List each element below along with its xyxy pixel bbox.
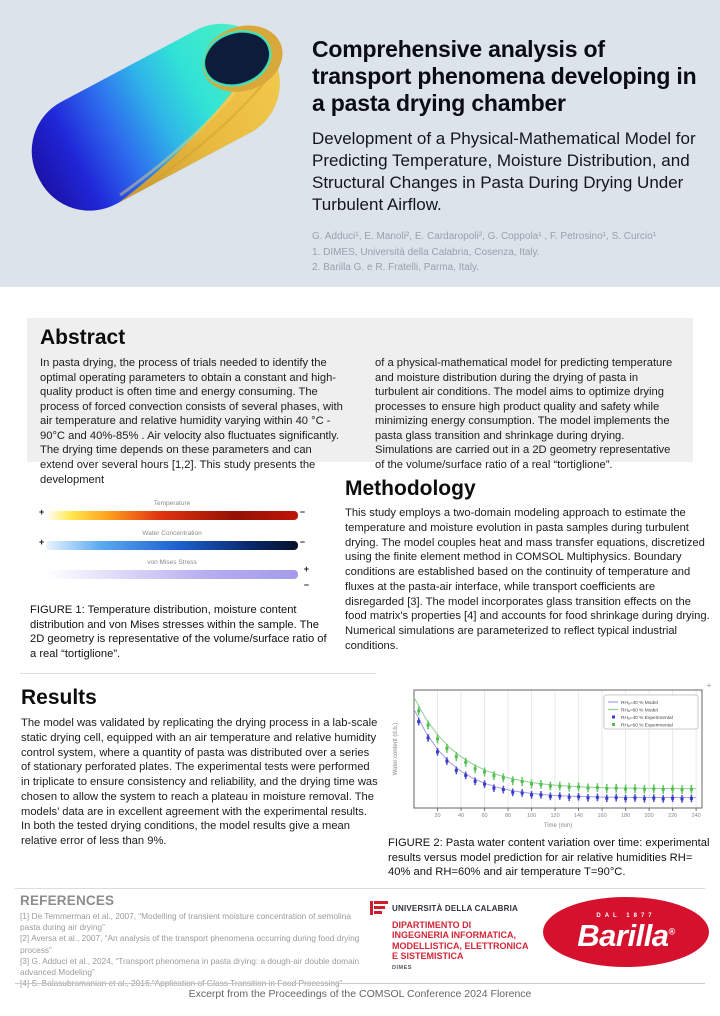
svg-text:80: 80 (504, 813, 512, 819)
dept-line: DIPARTIMENTO DI (392, 920, 472, 930)
von-mises-stress-colorbar-label: von Mises Stress (147, 559, 197, 566)
abstract-section (27, 318, 693, 486)
svg-text:40: 40 (457, 813, 465, 819)
svg-text:120: 120 (550, 813, 560, 819)
results-body: The model was validated by replicating the drying process in a lab-scale static drying cell, equipped with an air temperature and relative humidity control system, where a quantity of pasta was distributed over a series of stationary perforated plates. The experimental tests were performed in triplicate to ensure consistency and reliability, and the drying time was chosen to allow the system to reach a plateau in moisture removal. The models’ data are in excellent agreement with the experimental results. In both the tested drying conditions, the model results give a mean relative error of less than 9%. (21, 717, 378, 848)
references-section (20, 893, 368, 989)
methodology-section (345, 477, 711, 654)
reference-item: [2] Aversa et al., 2007, “An analysis of the transport phenomena occurring during food drying process” (20, 933, 360, 955)
svg-text:RHₐ=60 % Experimental: RHₐ=60 % Experimental (621, 723, 673, 729)
barilla-tagline: DAL 1877 (596, 913, 656, 919)
plus-sign: + (303, 564, 309, 574)
poster-subtitle: Development of a Physical-Mathematical Model for Predicting Temperature, Moisture Distribution, and Structural Changes in Pasta During Drying Under Turbulent Airflow. (312, 128, 696, 214)
temperature-colorbar (39, 500, 305, 520)
barilla-logo (543, 897, 709, 967)
svg-text:+: + (706, 681, 712, 690)
barilla-name-text: Barilla (577, 918, 669, 953)
unical-abbr: DIMES (392, 965, 412, 972)
unical-name: UNIVERSITÀ DELLA CALABRIA (392, 903, 519, 913)
dept-line: E SISTEMISTICA (392, 951, 464, 962)
svg-text:60: 60 (481, 813, 488, 819)
results-section (21, 686, 379, 849)
affiliation-1: 1. DIMES, Università della Calabria, Cosenza, Italy. (312, 246, 540, 258)
figure2-chart (388, 680, 715, 832)
figure1-colorbars (30, 492, 340, 598)
water-concentration-colorbar (39, 530, 305, 550)
section-divider (15, 888, 705, 889)
svg-text:Water content (d.b.): Water content (d.b.) (393, 722, 399, 776)
poster-title: Comprehensive analysis of transport phenomena developing in a pasta drying chamber (312, 36, 697, 116)
abstract-column-2: of a physical-mathematical model for predicting temperature and moisture distribution during the drying of pasta in turbulent air conditions. The model aims to optimize drying processes to ensure high product quality and safety while minimizing energy consumption. The model implements the pasta glass transition and shrinkage during drying. Simulations are carried out in a 2D geometry representative of the volume/surface ratio of a real “tortiglione”. (375, 357, 673, 471)
water-concentration-colorbar-label: Water Concentration (142, 530, 202, 537)
barilla-wordmark (577, 920, 674, 951)
figure2-caption: FIGURE 2: Pasta water content variation over time: experimental results versus model prediction for air relative humidities RH= 40% and RH=60% and air temperature T=90°C. (388, 837, 710, 879)
abstract-column-1: In pasta drying, the process of trials needed to identify the optimal operating parameters to obtain a constant and high-quality product is often time and energy consuming. The process of forced convection consists of several phases, with air temperature and relative humidity varying within 40 °C - 90°C and 40%-85% . Air velocity also fluctuates significantly. The drying time depends on these parameters and can extend over several hours [1,2]. This study presents the development (40, 357, 343, 486)
svg-text:180: 180 (620, 813, 631, 819)
von-mises-stress-gradient-bar (46, 570, 298, 579)
dept-line: INGEGNERIA INFORMATICA, (392, 930, 516, 941)
reference-item: [1] De Temmerman et al., 2007, “Modelling of transient moisture concentration of semolina pasta during air drying” (20, 911, 351, 933)
unical-department (392, 920, 538, 961)
svg-text:20: 20 (434, 813, 441, 819)
svg-text:220: 220 (668, 813, 678, 819)
von-mises-stress-colorbar (46, 559, 309, 590)
reference-item: [4] S. Balasubramanian et al., 2016,“Application of Glass Transition in Food Processing” (20, 978, 343, 989)
methodology-body: This study employs a two-domain modeling approach to estimate the temperature and moisture evolution in pasta samples during turbulent drying. The model couples heat and mass transfer equations, discretized using the finite element method in COMSOL Multiphysics. Boundary conditions are established based on the continuity of temperature and fluxes at the pasta-air interface, while transport coefficients are disregarded [3]. The model incorporates glass transition effects on the food matrix's properties [4] and accounts for food shrinkage during drying. Numerical simulations are parameterized to reflect typical industrial conditions. (345, 507, 710, 653)
methodology-heading: Methodology (345, 477, 476, 500)
svg-text:140: 140 (573, 813, 584, 819)
results-heading: Results (21, 686, 97, 709)
plus-sign: + (39, 537, 45, 547)
minus-sign: − (303, 580, 309, 590)
reference-item: [3] G. Adduci et al., 2024, “Transport phenomena in pasta drying: a dough-air double domain advanced Modeling” (20, 955, 360, 977)
svg-text:RHₐ=40 % Experimental: RHₐ=40 % Experimental (621, 715, 673, 721)
section-divider (20, 673, 376, 674)
header-band (0, 0, 720, 287)
svg-text:Time (min): Time (min) (543, 823, 573, 829)
svg-text:160: 160 (597, 813, 607, 819)
registered-mark: ® (668, 926, 675, 937)
footer-text: Excerpt from the Proceedings of the COMSOL Conference 2024 Florence (188, 988, 532, 1000)
references-heading: REFERENCES (20, 893, 115, 908)
affiliation-2: 2. Barilla G. e R. Fratelli, Parma, Italy. (312, 262, 480, 274)
unical-flag-icon (370, 901, 388, 915)
abstract-heading: Abstract (40, 326, 126, 349)
water-content-chart (388, 680, 715, 830)
minus-sign: − (299, 537, 305, 547)
footer-divider (15, 983, 705, 984)
svg-text:200: 200 (644, 813, 654, 819)
temperature-gradient-bar (46, 511, 298, 520)
pasta-simulation-image (2, 2, 304, 280)
figure1-caption: FIGURE 1: Temperature distribution, moisture content distribution and von Mises stresses within the sample. The 2D geometry is representative of the volume/surface ratio of a real “tortiglione”. (30, 604, 327, 660)
svg-text:RHₐ=40 % Model: RHₐ=40 % Model (621, 700, 658, 706)
plus-sign: + (39, 507, 45, 517)
svg-text:240: 240 (691, 813, 701, 819)
svg-text:RHₐ=60 % Model: RHₐ=60 % Model (621, 708, 658, 714)
minus-sign: − (299, 507, 305, 517)
authors-line: G. Adduci¹, E. Manoli², E. Cardaropoli², G. Coppola¹ , F. Petrosino¹, S. Curcio¹ (312, 231, 657, 243)
dept-line: MODELLISTICA, ELETTRONICA (392, 940, 529, 951)
temperature-colorbar-label: Temperature (153, 500, 191, 507)
authors-block (312, 229, 710, 276)
svg-text:100: 100 (526, 813, 537, 819)
unical-logo (370, 901, 538, 971)
water-concentration-gradient-bar (46, 541, 298, 550)
